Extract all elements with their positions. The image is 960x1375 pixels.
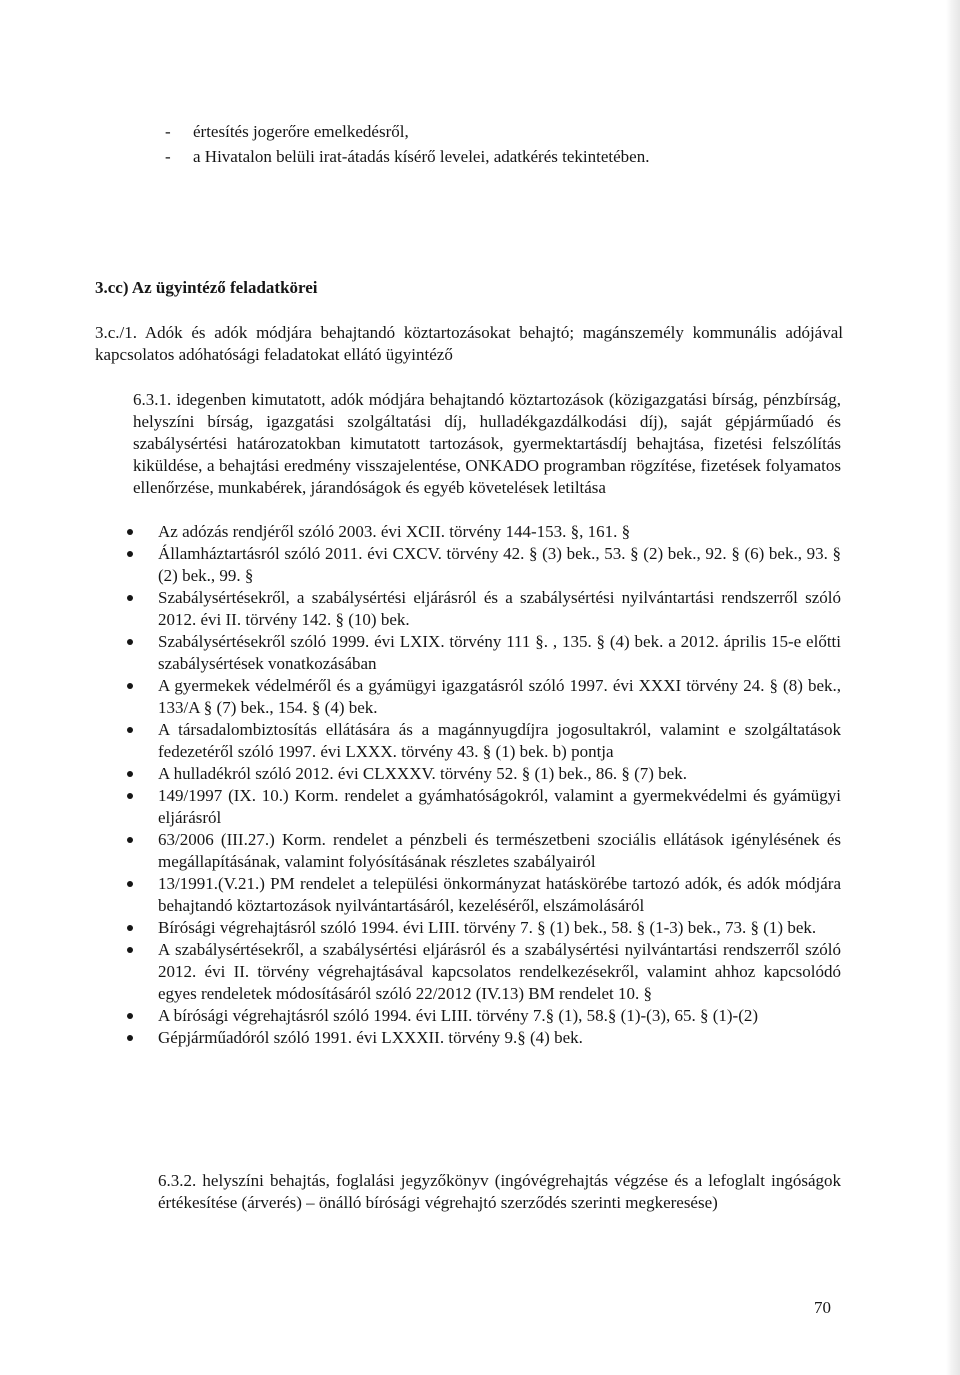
list-item-text: Államháztartásról szóló 2011. évi CXCV. törvény 42. § (3) bek., 53. § (2) bek., 92. § (6) bek., 93. § (2) bek., 99. § (158, 544, 841, 585)
bullet-icon (127, 595, 133, 601)
bullet-icon (127, 727, 133, 733)
list-item-text: A társadalombiztosítás ellátására ás a magánnyugdíjra jogosultakról, valamint e szolgáltatások fedezetéről szóló 1997. évi LXXX. törvény 43. § (1) bek. b) pontja (158, 720, 841, 761)
list-item-text: A hulladékról szóló 2012. évi CLXXXV. törvény 52. § (1) bek., 86. § (7) bek. (158, 764, 687, 783)
list-item (158, 719, 841, 763)
scan-edge-shadow (946, 0, 960, 1375)
section-title: 3.c./1. Adók és adók módjára behajtandó köztartozásokat behajtó; magánszemély kommunális adójával kapcsolatos adóhatósági feladatokat ellátó ügyintéző (95, 323, 843, 364)
bullet-icon (127, 793, 133, 799)
dash-item-text: értesítés jogerőre emelkedésről, (193, 122, 409, 141)
list-item-text: Szabálysértésekről, a szabálysértési eljárásról és a szabálysértési nyilvántartási rendszerről szóló 2012. évi II. törvény 142. § (10) bek. (158, 588, 841, 629)
bullet-icon (127, 639, 133, 645)
bullet-icon (127, 881, 133, 887)
dash-marker: - (165, 122, 171, 141)
list-item (158, 917, 841, 939)
dash-marker: - (165, 147, 171, 166)
bullet-icon (127, 1013, 133, 1019)
bullet-icon (127, 1035, 133, 1041)
bullet-icon (127, 837, 133, 843)
list-item-text: Az adózás rendjéről szóló 2003. évi XCII. törvény 144-153. §, 161. § (158, 522, 631, 541)
list-item-text: A szabálysértésekről, a szabálysértési eljárásról és a szabálysértési nyilvántartási rendszerről szóló 2012. évi II. törvény végrehajtásával kapcsolatos rendelkezésekről, valamint ahhoz kapcsolódó egyes rendeletek módosításáról szóló 22/2012 (IV.13) BM rendelet 10. § (158, 940, 841, 1003)
section-heading: 3.cc) Az ügyintéző feladatkörei (95, 278, 318, 297)
list-item-text: Bírósági végrehajtásról szóló 1994. évi LIII. törvény 7. § (1) bek., 58. § (1-3) bek., 73. § (1) bek. (158, 918, 817, 937)
bullet-icon (127, 947, 133, 953)
list-item-text: Gépjárműadóról szóló 1991. évi LXXXII. törvény 9.§ (4) bek. (158, 1028, 583, 1047)
list-item-text: 63/2006 (III.27.) Korm. rendelet a pénzbeli és természetbeni szociális ellátások igénylésének és megállapításának, valamint folyósításának részletes szabályairól (158, 830, 841, 871)
list-item-text: 149/1997 (IX. 10.) Korm. rendelet a gyámhatóságokról, valamint a gyermekvédelmi és gyámügyi eljárásról (158, 786, 841, 827)
bullet-icon (127, 925, 133, 931)
list-item (158, 543, 841, 587)
bullet-icon (127, 771, 133, 777)
legal-references-list (158, 521, 841, 1049)
list-item (158, 675, 841, 719)
list-item-text: A gyermekek védelméről és a gyámügyi igazgatásról szóló 1997. évi XXXI törvény 24. § (8) bek., 133/A § (7) bek., 154. § (4) bek. (158, 676, 841, 717)
dash-item-text: a Hivatalon belüli irat-átadás kísérő levelei, adatkérés tekintetében. (193, 147, 650, 166)
list-item (158, 785, 841, 829)
page-number: 70 (814, 1298, 831, 1317)
list-item-text: 13/1991.(V.21.) PM rendelet a települési önkormányzat hatáskörébe tartozó adók, és adók módjára behajtandó köztartozások nyilvántartásáról, kezeléséről, elszámolásáról (158, 874, 841, 915)
list-item (158, 763, 841, 785)
list-item (158, 939, 841, 1005)
item-6-3-2: 6.3.2. helyszíni behajtás, foglalási jegyzőkönyv (ingóvégrehajtás végzése és a lefoglalt ingóságok értékesítése (árverés) – önálló bírósági végrehajtó szerződés szerinti megkeresése) (158, 1171, 841, 1212)
list-item-text: A bírósági végrehajtásról szóló 1994. évi LIII. törvény 7.§ (1), 58.§ (1)-(3), 65. § (1)-(2) (158, 1006, 759, 1025)
list-item (158, 1005, 841, 1027)
bullet-icon (127, 683, 133, 689)
list-item (158, 1027, 841, 1049)
list-item (158, 873, 841, 917)
list-item (158, 587, 841, 631)
list-item-text: Szabálysértésekről szóló 1999. évi LXIX. törvény 111 §. , 135. § (4) bek. a 2012. április 15-e előtti szabálysértések vonatkozásában (158, 632, 841, 673)
item-6-3-1: 6.3.1. idegenben kimutatott, adók módjára behajtandó köztartozások (közigazgatási bírság, pénzbírság, helyszíni bírság, igazgatási szolgáltatási díj, hulladékgazdálkodási díj), saját gépjárműadó és szabálysértési határozatokban kimutatott tartozások, gyermektartásdíj behajtása, fizetési felszólítás kiküldése, a behajtási eredmény visszajelentése, ONKADO programban rögzítése, fizetések folyamatos ellenőrzése, munkabérek, járandóságok és egyéb követelések letiltása (133, 390, 841, 497)
list-item (158, 521, 841, 543)
bullet-icon (127, 529, 133, 535)
list-item (158, 829, 841, 873)
bullet-icon (127, 551, 133, 557)
list-item (158, 631, 841, 675)
